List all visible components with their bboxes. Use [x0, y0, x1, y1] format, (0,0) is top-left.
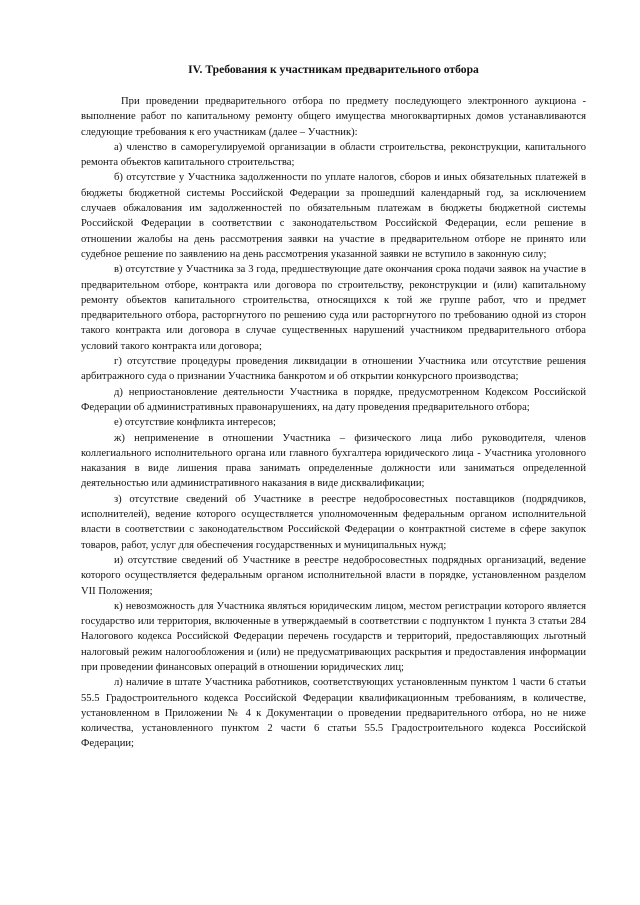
requirement-item-g: г) отсутствие процедуры проведения ликвидации в отношении Участника или отсутствие решения арбитражного суда о признании Участника банкротом и об открытии конкурсного производства;	[81, 356, 586, 383]
requirement-item-d: д) неприостановление деятельности Участника в порядке, предусмотренном Кодексом Российской Федерации об административных правонарушениях, на дату проведения предварительного отбора;	[81, 386, 586, 413]
requirement-item-k: к) невозможность для Участника являться юридическим лицом, местом регистрации которого является государство или территория, включенные в утверждаемый в соответствии с подпунктом 1 пункта 3 статьи 284 Налогового кодекса Российской Федерации перечень государств и территорий, предоставляющих льготный налоговый режим налогообложения и (или) не предусматривающих раскрытия и предоставления информации при проведении финансовых операций в отношении юридических лиц;	[81, 600, 586, 673]
requirement-item-a: а) членство в саморегулируемой организации в области строительства, реконструкции, капитального ремонта объектов капитального строительства;	[81, 141, 586, 169]
requirement-item-v: в) отсутствие у Участника за 3 года, предшествующие дате окончания срока подачи заявок на участие в предварительном отборе, контракта или договора по строительству, реконструкции и (или) капитальному ремонту объектов капитального строительства, относящихся к той же группе работ, что и предмет предварительного отбора, расторгнутого по решению суда или расторгнутого по требованию одной из сторон такого контракта или договора в случае существенных нарушений участником предварительного отбора условий такого контракта или договора;	[81, 264, 586, 352]
requirement-item-z: з) отсутствие сведений об Участнике в реестре недобросовестных поставщиков (подрядчиков, исполнителей), ведение которого осуществляется уполномоченным федеральным органом исполнительной власти в соответствии с законодательством Российской Федерации о контрактной системе в сфере закупок товаров, работ, услуг для обеспечения государственных и муниципальных нужд;	[81, 493, 586, 551]
requirement-item-e: е) отсутствие конфликта интересов;	[114, 417, 276, 429]
intro-paragraph: При проведении предварительного отбора по предмету последующего электронного аукциона - выполнение работ по капитальному ремонту общего имущества многоквартирных домов устанавливаются следующие требования к его участникам (далее – Участник):	[81, 96, 586, 138]
requirement-item-l: л) наличие в штате Участника работников, соответствующих установленным пунктом 1 части 6 статьи 55.5 Градостроительного кодекса Российской Федерации квалификационным требованиям, в количестве, установленном в Приложении № 4 к Документации о проведении предварительного отбора, но не ниже количества, установленного пунктом 2 части 6 статьи 55.5 Градостроительного кодекса Российской Федерации;	[81, 677, 586, 750]
requirement-item-zh: ж) неприменение в отношении Участника – физического лица либо руководителя, членов коллегиального исполнительного органа или главного бухгалтера юридического лица - Участника уголовного наказания в виде лишения права занимать определенные должности или заниматься определенной деятельностью или административного наказания в виде дисквалификации;	[81, 432, 586, 490]
requirement-item-i: и) отсутствие сведений об Участнике в реестре недобросовестных подрядных организаций, ведение которого осуществляется федеральным органом исполнительной власти в порядке, установленном разделом VII Положения;	[81, 554, 586, 597]
section-heading: IV. Требования к участникам предварительного отбора	[188, 63, 479, 76]
requirement-item-b: б) отсутствие у Участника задолженности по уплате налогов, сборов и иных обязательных платежей в бюджеты бюджетной системы Российской Федерации за прошедший календарный год, за исключением случаев обжалования им задолженностей по обязательным платежам в бюджеты бюджетной системы Российской Федерации в соответствии с законодательством Российской Федерации, если решение в отношении жалобы на день рассмотрения заявки на участие в предварительном отборе не принято или судебное решение по заявлению на день рассмотрения указанной заявки не вступило в законную силу;	[81, 172, 586, 260]
